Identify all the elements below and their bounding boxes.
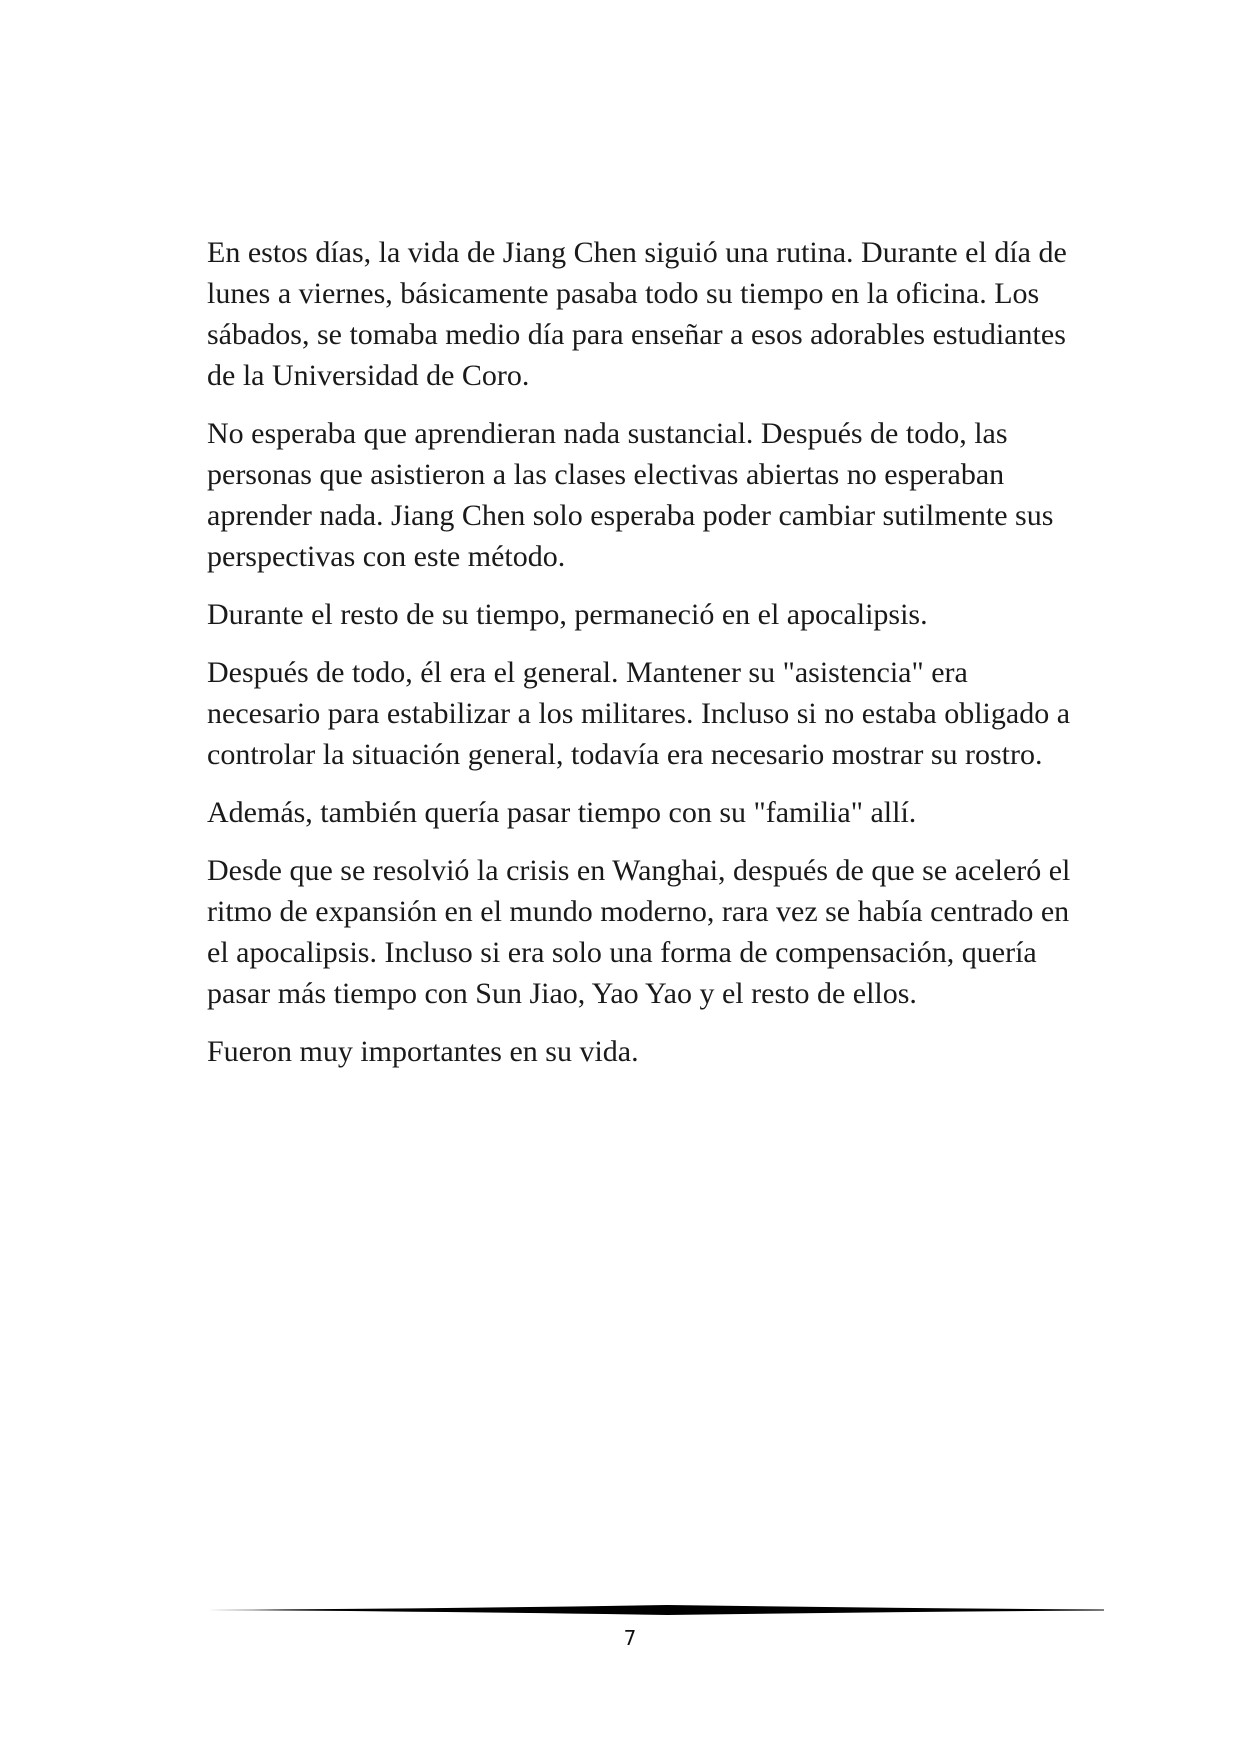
page-number: 7 [623,1626,637,1650]
footer-divider [207,1603,1104,1617]
paragraph-2: No esperaba que aprendieran nada sustancial. Después de todo, las personas que asistieron a las clases electivas abiertas no esperaban aprender nada. Jiang Chen solo esperaba poder cambiar sutilmente sus perspectivas con este método. [207,417,1054,573]
body-text [207,232,1077,1089]
paragraph-7: Fueron muy importantes en su vida. [207,1035,639,1068]
paragraph-1: En estos días, la vida de Jiang Chen siguió una rutina. Durante el día de lunes a viernes, básicamente pasaba todo su tiempo en la oficina. Los sábados, se tomaba medio día para enseñar a esos adorables estudiantes de la Universidad de Coro. [207,236,1067,392]
paragraph-6: Desde que se resolvió la crisis en Wanghai, después de que se aceleró el ritmo de expansión en el mundo moderno, rara vez se había centrado en el apocalipsis. Incluso si era solo una forma de compensación, quería pasar más tiempo con Sun Jiao, Yao Yao y el resto de ellos. [207,854,1071,1010]
paragraph-5: Además, también quería pasar tiempo con su "familia" allí. [207,796,917,829]
paragraph-3: Durante el resto de su tiempo, permaneció en el apocalipsis. [207,598,928,631]
paragraph-4: Después de todo, él era el general. Mantener su "asistencia" era necesario para estabilizar a los militares. Incluso si no estaba obligado a controlar la situación general, todavía era necesario mostrar su rostro. [207,656,1071,771]
